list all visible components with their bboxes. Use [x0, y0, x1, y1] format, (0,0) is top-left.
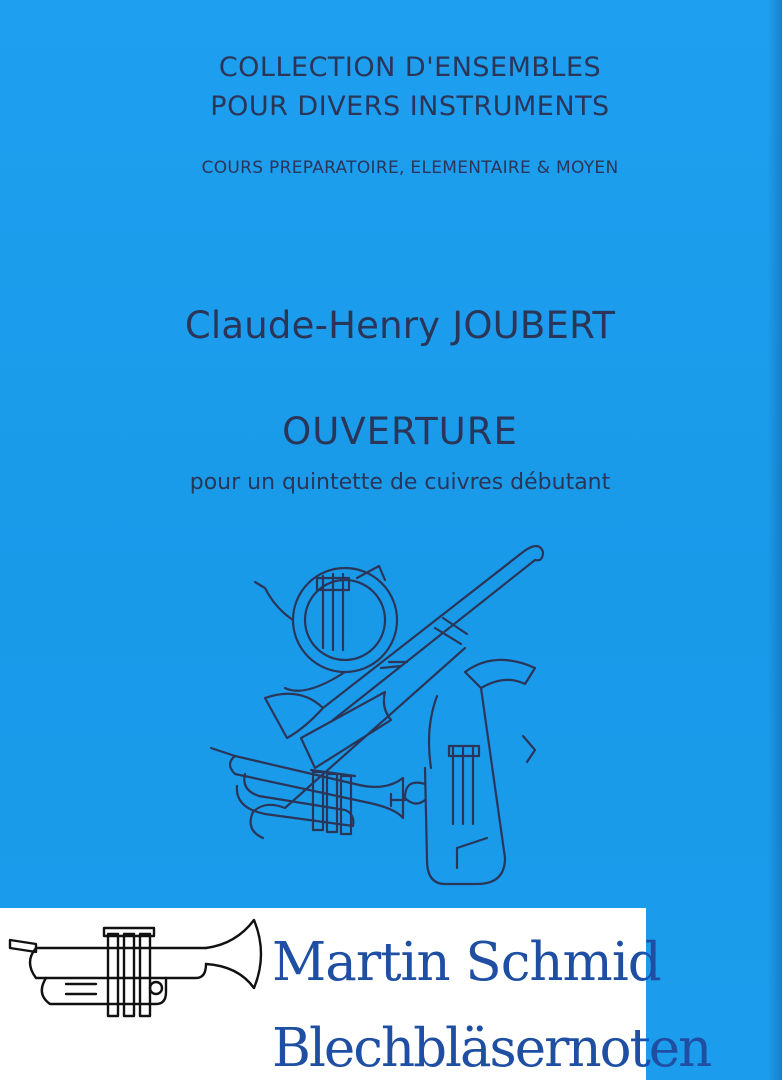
level-subtitle: COURS PREPARATOIRE, ELEMENTAIRE & MOYEN: [201, 158, 619, 178]
series-title-line1: COLLECTION D'ENSEMBLES: [218, 52, 602, 83]
trumpet-icon: [211, 748, 403, 834]
series-title-line2: POUR DIVERS INSTRUMENTS: [210, 91, 610, 122]
french-horn-icon: [255, 566, 397, 691]
publisher-name-line2: Blechbläsernoten: [272, 1018, 711, 1079]
publisher-name-line1: Martin Schmid: [272, 932, 661, 993]
work-subtitle: pour un quintette de cuivres débutant: [189, 470, 611, 495]
trombone-icon: [251, 546, 543, 838]
brass-instruments-illustration: [205, 538, 560, 898]
work-title: OUVERTURE: [282, 410, 518, 453]
page-edge-shadow: [768, 0, 782, 1080]
composer-name: Claude-Henry JOUBERT: [184, 304, 616, 347]
trumpet-icon: [6, 914, 268, 1026]
